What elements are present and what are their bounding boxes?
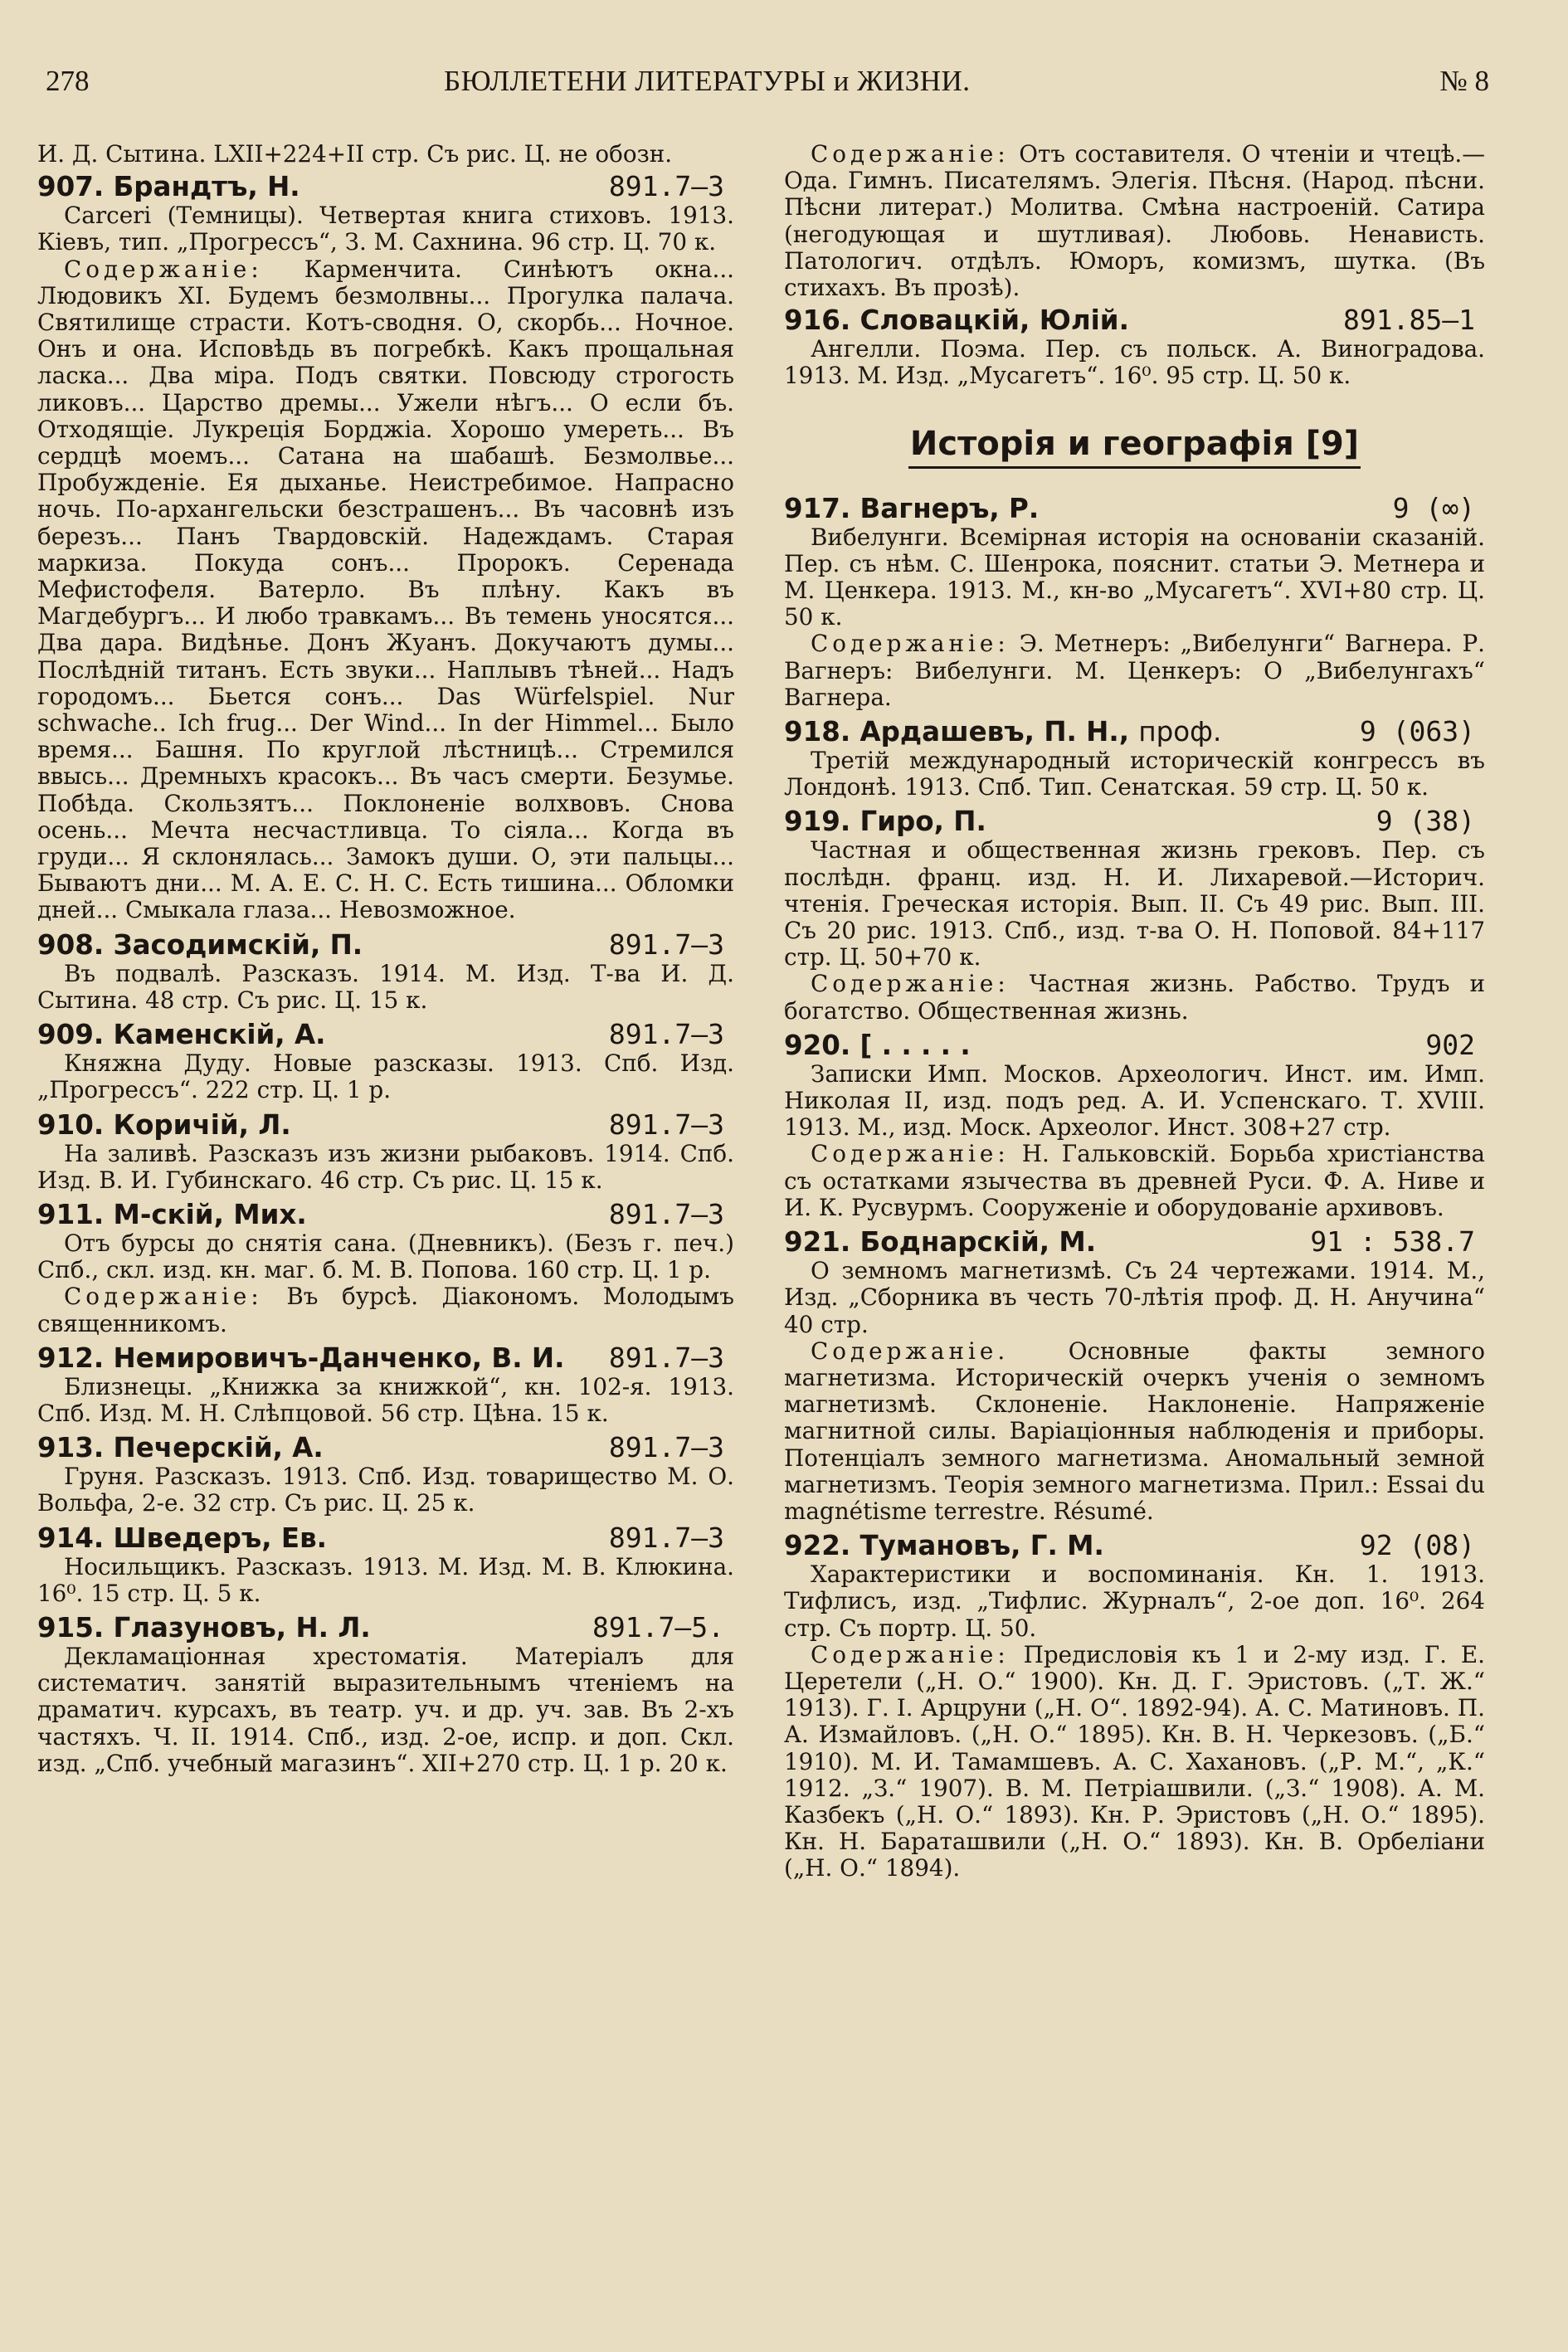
- entry-number: 910.: [37, 1108, 105, 1141]
- contents-label: Содержаніе:: [64, 255, 263, 283]
- entry-heading-left: [784, 1530, 1104, 1561]
- entry-description: Близнецы. „Книжка за книжкой“, кн. 102-я. 1913. Спб. Изд. М. Н. Слѣпцовой. 56 стр. Цѣна. 15 к.: [37, 1372, 734, 1427]
- entry-description: Въ подвалѣ. Разсказъ. 1914. М. Изд. Т-ва И. Д. Сытина. 48 стр. Съ рис. Ц. 15 к.: [37, 959, 734, 1014]
- entry-description: Груня. Разсказъ. 1913. Спб. Изд. товарищество М. О. Вольфа, 2-е. 32 стр. Съ рис. Ц. 25 к.: [37, 1463, 734, 1517]
- contents-label: Содержаніе.: [811, 1337, 1010, 1365]
- entry-heading: [37, 1342, 734, 1374]
- entry-author: Брандтъ, Н.: [113, 171, 300, 203]
- left-column: [37, 141, 734, 1782]
- bibliography-entry: [37, 1109, 734, 1194]
- entry-heading: [784, 1226, 1485, 1258]
- entry-classification: 9 (∞): [1392, 491, 1475, 524]
- contents-label: Содержаніе:: [64, 1283, 263, 1311]
- entry-description: Вибелунги. Всемірная исторія на основаніи сказаній. Пер. съ нѣм. С. Шенрока, пояснит. статьи Э. Метнера и М. Ценкера. 1913. М., кн-во „Мусагетъ“. XVI+80 стр. Ц. 50 к.: [784, 523, 1485, 631]
- bibliography-entry: [37, 1019, 734, 1103]
- entry-classification: 891.7—3: [608, 1018, 724, 1051]
- entry-classification: 91 : 538.7: [1310, 1225, 1475, 1259]
- contents-label: Содержаніе:: [811, 970, 1010, 998]
- entry-author: Вагнеръ, Р.: [859, 492, 1040, 524]
- entry-contents: [37, 256, 734, 924]
- entry-author: М-скій, Мих.: [113, 1198, 307, 1230]
- bibliography-entry: [37, 929, 734, 1014]
- entry-author: Коричій, Л.: [113, 1108, 291, 1141]
- entry-author: Гиро, П.: [859, 806, 986, 838]
- entry-heading: [37, 1019, 734, 1050]
- entry-heading-left: [37, 1342, 564, 1374]
- bibliography-entry: [37, 1342, 734, 1427]
- entry-heading-left: [37, 1109, 291, 1141]
- entry-description: Третій международный историческій конгрессъ въ Лондонѣ. 1913. Спб. Тип. Сенатская. 59 стр. Ц. 50 к.: [784, 747, 1485, 801]
- entry-heading-left: [37, 1199, 307, 1230]
- contents-label: Содержаніе:: [811, 140, 1010, 168]
- entry-author: Немировичъ-Данченко, В. И.: [113, 1342, 565, 1374]
- entry-heading: [37, 1612, 734, 1643]
- entry-author: Глазуновъ, Н. Л.: [113, 1611, 371, 1643]
- entry-number: 908.: [37, 928, 105, 961]
- entry-description: О земномъ магнетизмѣ. Съ 24 чертежами. 1914. М., Изд. „Сборника въ честь 70-лѣтія проф. Д. Н. Анучина“ 40 стр.: [784, 1257, 1485, 1338]
- entry-heading: [784, 716, 1485, 747]
- running-title: БЮЛЛЕТЕНИ ЛИТЕРАТУРЫ и ЖИЗНИ.: [444, 65, 971, 97]
- entry-continuation: И. Д. Сытина. LXII+224+II стр. Съ рис. Ц. не обозн.: [37, 140, 673, 168]
- entry-classification: 891.7—5.: [592, 1610, 724, 1643]
- entry-description: Carceri (Темницы). Четвертая книга стиховъ. 1913. Кіевъ, тип. „Прогрессъ“, З. М. Сахнина. 96 стр. Ц. 70 к.: [37, 202, 734, 256]
- entry-number: 911.: [37, 1198, 105, 1230]
- entry-number: 907.: [37, 171, 105, 203]
- entry-contents: [784, 1338, 1485, 1525]
- bibliography-entry: [784, 1226, 1485, 1525]
- entry-heading: [784, 304, 1485, 336]
- entry-description: Записки Имп. Москов. Археологич. Инст. им. Имп. Николая II, изд. подъ ред. А. И. Успенскаго. Т. XVIII. 1913. М., изд. Моск. Археолог. Инст. 308+27 стр.: [784, 1059, 1485, 1142]
- bibliography-entry: [784, 716, 1485, 801]
- entry-description: Частная и общественная жизнь грековъ. Пер. съ послѣдн. франц. изд. Н. И. Лихаревой.—Историч. чтенія. Греческая исторія. Вып. II. Съ 49 рис. Вып. III. Съ 20 рис. 1913. Спб., изд. т-ва О. Н. Поповой. 84+117 стр. Ц. 50+70 к.: [784, 836, 1485, 971]
- entry-description: Отъ бурсы до снятія сана. (Дневникъ). (Безъ г. печ.) Спб., скл. изд. кн. маг. б. М. В. Попова. 160 стр. Ц. 1 р.: [37, 1229, 734, 1284]
- entry-classification: 891.7—3: [608, 1431, 724, 1464]
- entry-author: Каменскій, А.: [113, 1019, 326, 1051]
- left-entries: [37, 171, 734, 1777]
- entry-author: Тумановъ, Г. М.: [859, 1530, 1104, 1562]
- contents-label: Содержаніе:: [811, 1640, 1010, 1668]
- entry-description: На заливѣ. Разсказъ изъ жизни рыбаковъ. 1914. Спб. Изд. В. И. Губинскаго. 46 стр. Съ рис. Ц. 15 к.: [37, 1139, 734, 1194]
- contents-label: Содержаніе:: [811, 630, 1010, 658]
- bibliography-entry: [784, 304, 1485, 389]
- entry-heading-left: [37, 171, 300, 202]
- bibliography-entry: [37, 1199, 734, 1337]
- entry-heading: [784, 1030, 1485, 1061]
- entry-author: [ . . . . .: [859, 1029, 971, 1061]
- contents-text: Карменчита. Синѣютъ окна... Людовикъ XI. Будемъ безмолвны... Прогулка палача. Святилище страсти. Котъ-сводня. О, скорбь... Ночное. Онъ и она. Исповѣдь въ погребкѣ. Какъ прощальная ласка... Два міра. Подъ святки. Повсюду строгость ликовъ... Царство дремы... Ужели нѣгъ... О если бъ. Отходящіе. Лукреція Борджіа. Хорошо умереть... Въ сердцѣ моемъ... Сатана на шабашѣ. Безмолвье... Пробужденіе. Ея дыханье. Неистребимое. Напрасно ночь. По-архангельски безстрашенъ... Въ часовнѣ изъ березъ... Панъ Твардовскій. Надеждамъ. Старая маркиза. Покуда сонъ... Пророкъ. Серенада Мефистофеля. Ватерло. Въ плѣну. Какъ въ Магдебургъ... И любо травкамъ... Въ темень уносятся... Два дара. Видѣнье. Донъ Жуанъ. Докучаютъ думы... Послѣдній титанъ. Есть звуки... Наплывъ тѣней... Надъ городомъ... Бьется сонъ... Das Würfelspiel. Nur schwache.. Ich frug... Der Wind... In der Himmel... Было время... Башня. По круглой лѣстницѣ... Стремился ввысь... Дремныхъ красокъ... Въ часъ смерти. Безумье. Побѣда. Скользятъ... Поклоненіе волхвовъ. Снова осень... Мечта несчастливца. То сіяла... Когда въ груди... Я склонялась... Замокъ души. О, эти пальцы... Бываютъ дни... М. А. Е. С. Н. С. Есть тишина... Обломки дней... Смыкала глаза... Невозможное.: [37, 255, 734, 924]
- contents-text: Э. Метнеръ: „Вибелунги“ Вагнера. Р. Вагнеръ: Вибелунги. М. Ценкеръ: О „Вибелунгахъ“ Вагнера.: [784, 630, 1485, 711]
- entry-classification: 891.7—3: [608, 1521, 724, 1554]
- entry-heading-left: [784, 716, 1221, 747]
- issue-number: № 8: [1439, 65, 1489, 97]
- entry-classification: 891.7—3: [608, 928, 724, 961]
- entry-description: Княжна Дуду. Новые разсказы. 1913. Спб. Изд. „Прогрессъ“. 222 стр. Ц. 1 р.: [37, 1049, 734, 1104]
- entry-heading: [37, 171, 734, 202]
- contents-text: Основные факты земного магнетизма. Историческій очеркъ ученія о земномъ магнетизмѣ. Склоненіе. Наклоненіе. Напряженіе магнитной силы. Варіаціонныя наблюденія и приборы. Потенціалъ земного магнетизма. Аномальный земной магнетизмъ. Теорія земного магнетизма. Прил.: Essai du magnétisme terrestre. Résumé.: [784, 1337, 1485, 1525]
- entry-heading-left: [37, 1612, 371, 1643]
- entry-number: 917.: [784, 492, 851, 524]
- entry-classification: 902: [1425, 1028, 1475, 1061]
- contents-text: Предисловія къ 1 и 2-му изд. Г. Е. Церетели („Н. О.“ 1900). Кн. Д. Г. Эристовъ. („Т. Ж.“ 1913). Г. І. Арцруни („Н. О“. 1892-94). А. С. Матиновъ. П. А. Измайловъ. („Н. О.“ 1895). Кн. В. Н. Черкезовъ. („Б.“ 1910). М. И. Тамамшевъ. А. С. Хахановъ. („Р. М.“, „К.“ 1912. „З.“ 1907). В. М. Петріашвили. („З.“ 1908). А. М. Казбекъ („Н. О.“ 1893). Кн. Р. Эристовъ („Н. О.“ 1895). Кн. Н. Бараташвили („Н. О.“ 1893). Кн. В. Орбеліани („Н. О.“ 1894).: [784, 1640, 1485, 1882]
- entry-author: Боднарскій, М.: [859, 1226, 1097, 1259]
- entry-classification: 891.7—3: [608, 1341, 724, 1374]
- entry-number: 921.: [784, 1226, 851, 1259]
- entry-number: 913.: [37, 1432, 105, 1464]
- entry-heading: [784, 493, 1485, 524]
- entry-contents: [784, 971, 1485, 1024]
- entry-number: 916.: [784, 304, 851, 337]
- entry-heading-left: [37, 1019, 325, 1050]
- entry-number: 920.: [784, 1029, 851, 1061]
- bibliography-entry: [784, 1530, 1485, 1882]
- entry-heading-left: [784, 304, 1129, 336]
- bibliography-entry: [37, 1432, 734, 1517]
- right-entries-before: [784, 304, 1485, 389]
- entry-description: Носильщикъ. Разсказъ. 1913. М. Изд. М. В. Клюкина. 16⁰. 15 стр. Ц. 5 к.: [37, 1552, 734, 1607]
- entry-author: Засодимскій, П.: [113, 928, 363, 961]
- entry-heading-left: [37, 929, 363, 961]
- bibliography-entry: [784, 493, 1485, 711]
- entry-heading-left: [37, 1432, 324, 1463]
- entry-heading: [37, 1432, 734, 1463]
- entry-number: 919.: [784, 806, 851, 838]
- entry-author-suffix: проф.: [1138, 716, 1222, 748]
- bibliography-entry: [37, 171, 734, 923]
- page-number: 278: [46, 65, 90, 97]
- entry-heading: [37, 1109, 734, 1141]
- entry-description: Ангелли. Поэма. Пер. съ польск. А. Виноградова. 1913. М. Изд. „Мусагетъ“. 16⁰. 95 стр. Ц. 50 к.: [784, 335, 1485, 390]
- entry-author: Словацкій, Юлій.: [859, 304, 1129, 337]
- entry-heading-left: [784, 806, 986, 837]
- entry-classification: 9 (063): [1359, 715, 1475, 748]
- entry-heading: [37, 1522, 734, 1554]
- section-title: Исторія и географія [9]: [908, 425, 1361, 469]
- entry-number: 918.: [784, 716, 851, 748]
- entry-contents: [784, 631, 1485, 711]
- entry-heading-left: [784, 1030, 971, 1061]
- contents-label: Содержаніе:: [811, 1140, 1010, 1168]
- entry-continuation-contents: [784, 141, 1485, 301]
- page-header: [46, 60, 1489, 110]
- bibliography-entry: [37, 1612, 734, 1777]
- entry-contents: [784, 1141, 1485, 1221]
- contents-text: Н. Гальковскій. Борьба христіанства съ остатками язычества въ древней Руси. Ф. А. Ниве и И. К. Русвурмъ. Сооруженіе и оборудованіе архивовъ.: [784, 1140, 1485, 1221]
- entry-heading: [37, 1199, 734, 1230]
- entry-number: 922.: [784, 1530, 851, 1562]
- entry-classification: 9 (38): [1376, 805, 1475, 838]
- bibliography-entry: [784, 806, 1485, 1024]
- right-column: [784, 141, 1485, 1887]
- entry-description: Характеристики и воспоминанія. Кн. 1. 1913. Тифлисъ, изд. „Тифлис. Журналъ“, 2-ое доп. 16⁰. 264 стр. Съ портр. Ц. 50.: [784, 1561, 1485, 1642]
- section-heading: [784, 425, 1485, 463]
- entry-contents: [784, 1642, 1485, 1882]
- entry-author: Шведеръ, Ев.: [113, 1522, 328, 1554]
- entry-heading: [784, 1530, 1485, 1561]
- entry-number: 909.: [37, 1019, 105, 1051]
- contents-text: Частная жизнь. Рабство. Трудъ и богатство. Общественная жизнь.: [784, 970, 1485, 1025]
- entry-classification: 891.7—3: [608, 170, 724, 203]
- entry-classification: 891.7—3: [608, 1197, 724, 1230]
- entry-description: Декламаціонная хрестоматія. Матеріалъ для систематич. занятій выразительнымъ чтеніемъ на драматич. курсахъ, въ театр. уч. и др. уч. зав. Въ 2-хъ частяхъ. Ч. II. 1914. Спб., изд. 2-ое, испр. и доп. Скл. изд. „Спб. учебный магазинъ“. XII+270 стр. Ц. 1 р. 20 к.: [37, 1642, 734, 1777]
- entry-contents: [37, 1283, 734, 1337]
- entry-author: Печерскій, А.: [113, 1432, 324, 1464]
- entry-number: 915.: [37, 1611, 105, 1643]
- entry-heading: [784, 806, 1485, 837]
- entry-classification: 891.85—1: [1343, 304, 1475, 337]
- entry-heading-left: [37, 1522, 327, 1554]
- entry-classification: 92 (08): [1359, 1529, 1475, 1562]
- entry-author: Ардашевъ, П. Н.,: [859, 716, 1130, 748]
- entry-heading-left: [784, 493, 1039, 524]
- entry-classification: 891.7—3: [608, 1108, 724, 1141]
- entry-heading: [37, 929, 734, 961]
- contents-text: Въ бурсѣ. Діакономъ. Молодымъ священникомъ.: [37, 1283, 734, 1337]
- bibliography-entry: [784, 1030, 1485, 1221]
- bibliography-entry: [37, 1522, 734, 1607]
- contents-text: Отъ составителя. О чтеніи и чтецѣ.—Ода. Гимнъ. Писателямъ. Элегія. Пѣсня. (Народ. пѣсни. Пѣсни литерат.) Молитва. Смѣна настроеній. Сатира (негодующая и шутливая). Любовь. Ненависть. Патологич. отдѣлъ. Юморъ, комизмъ, шутка. (Въ стихахъ. Въ прозѣ).: [784, 140, 1485, 302]
- entry-number: 912.: [37, 1342, 105, 1374]
- entry-heading-left: [784, 1226, 1096, 1258]
- right-entries: [784, 493, 1485, 1882]
- entry-number: 914.: [37, 1522, 105, 1554]
